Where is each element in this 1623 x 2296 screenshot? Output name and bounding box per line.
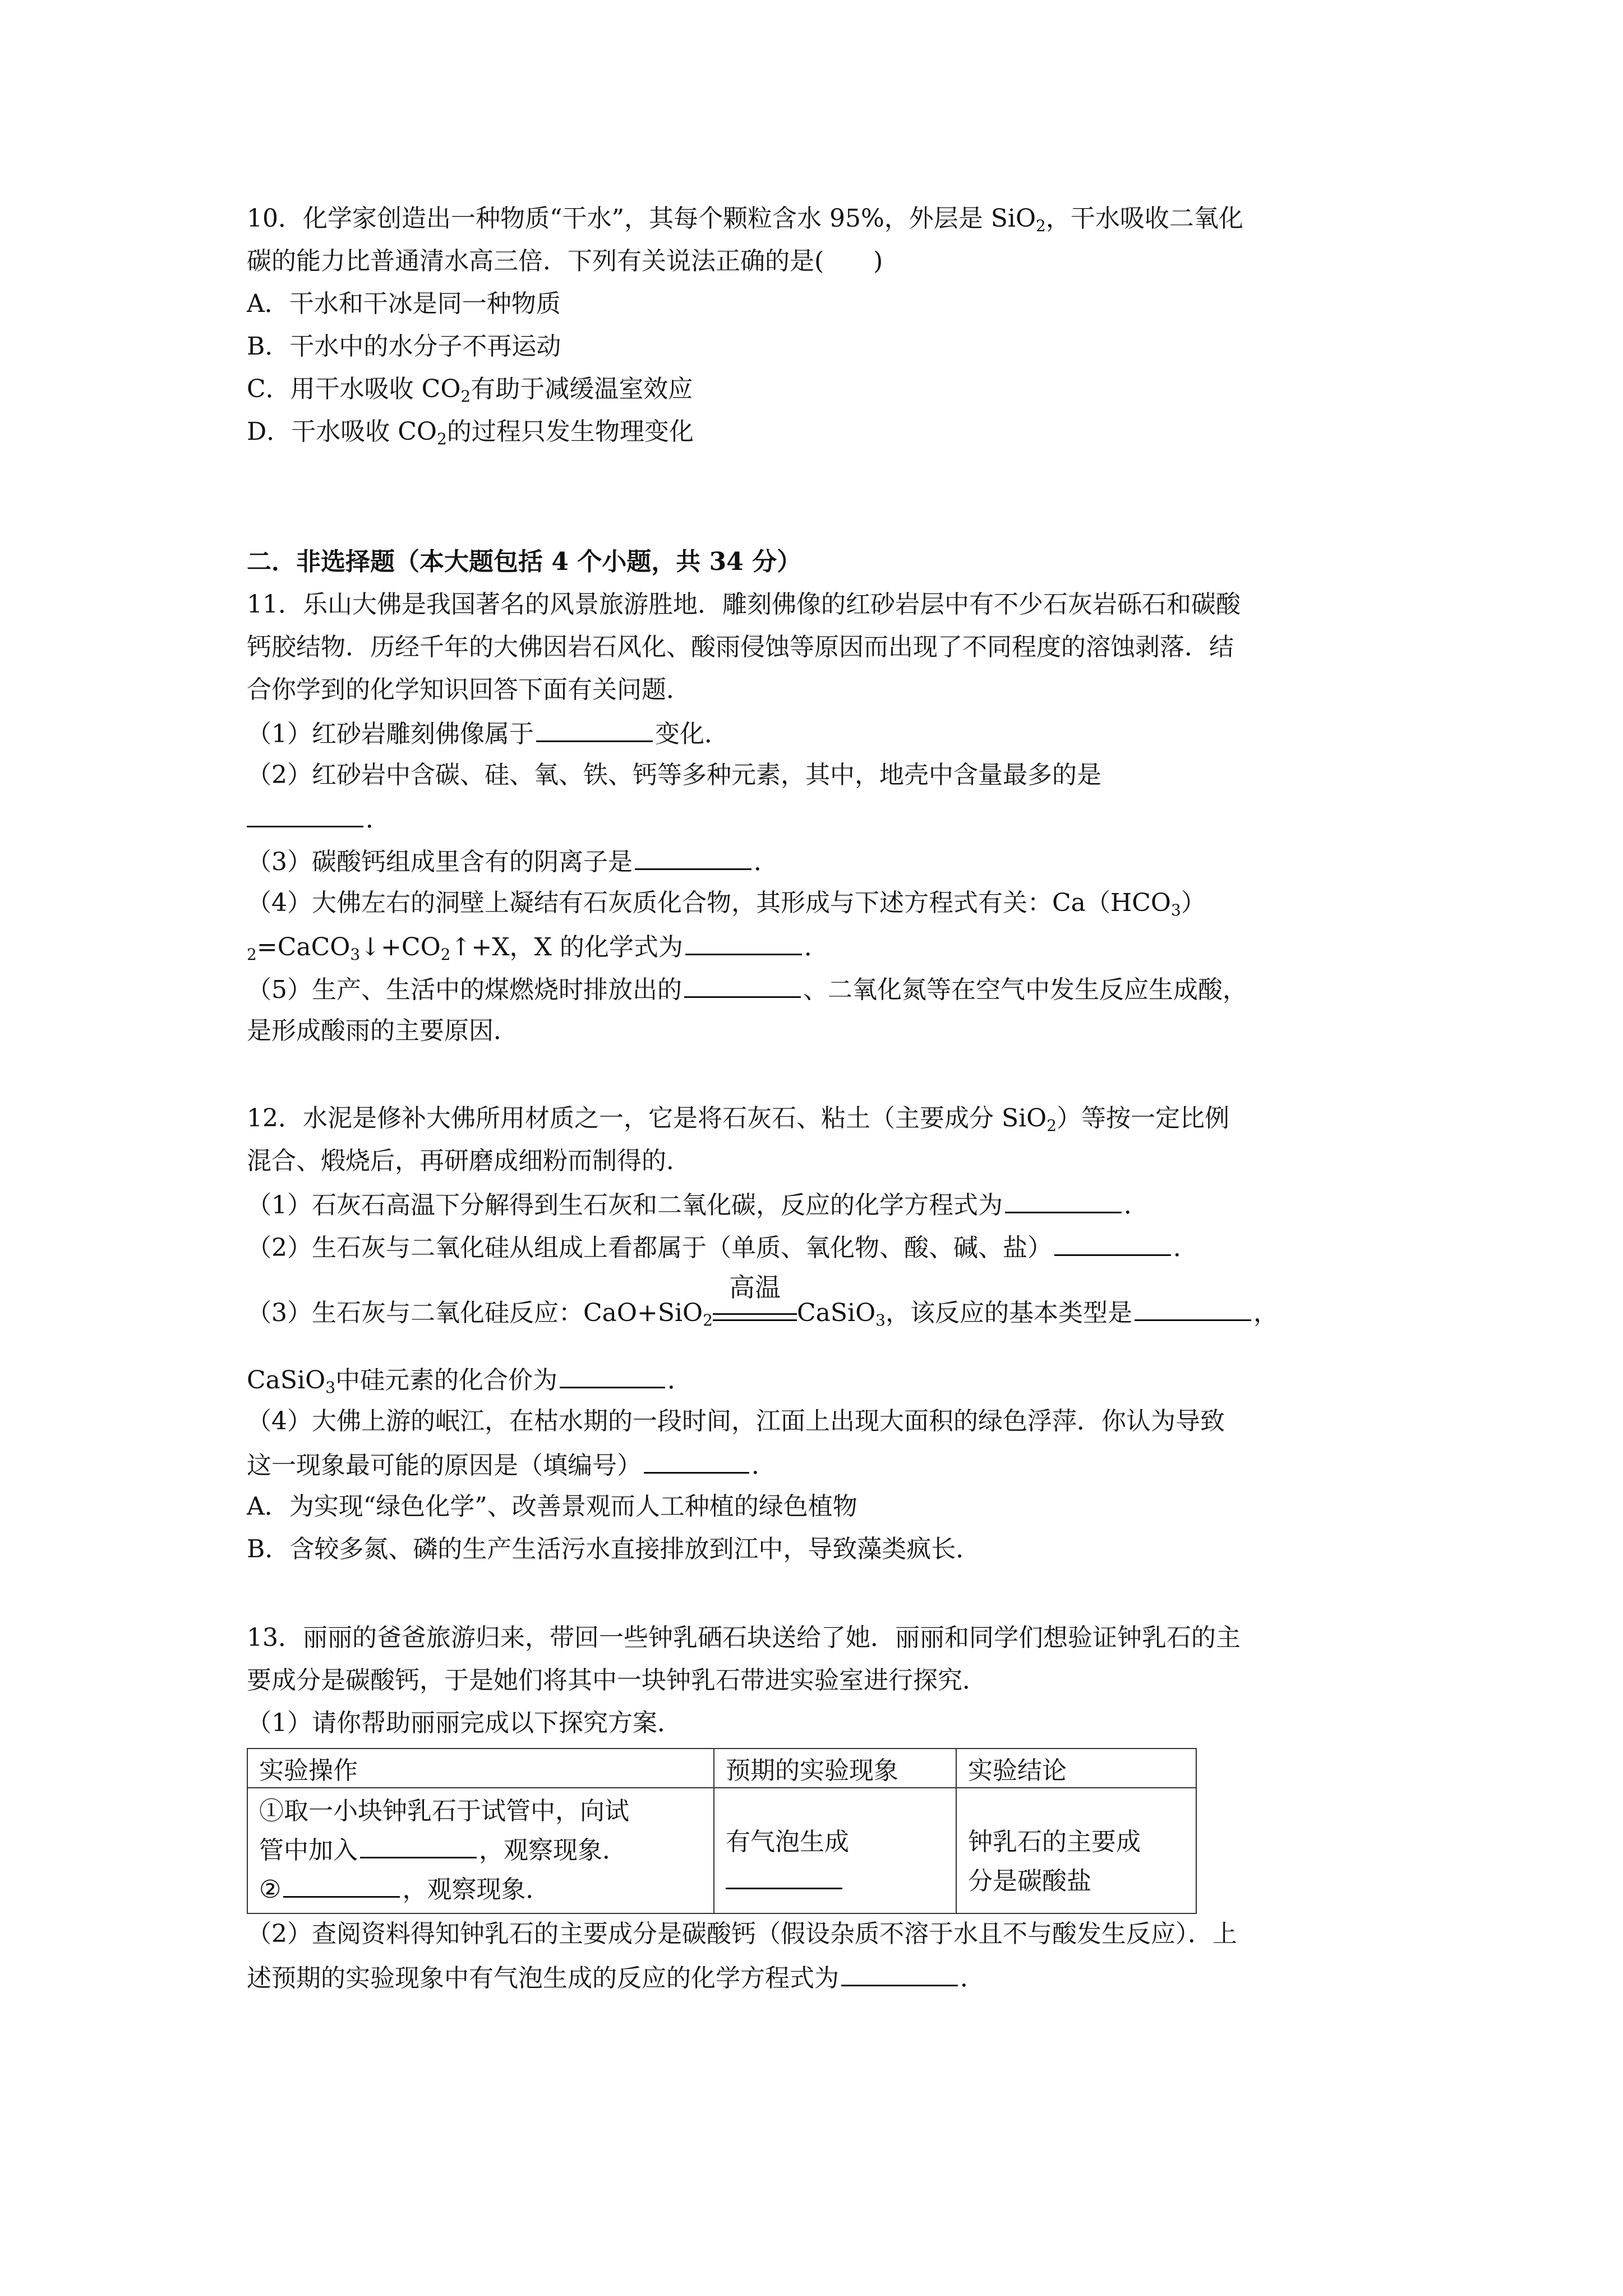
experiment-table <box>247 1748 1197 1914</box>
high-temperature-condition <box>713 1272 797 1321</box>
text: CaSiO <box>247 1366 326 1395</box>
answer-blank[interactable] <box>536 716 653 742</box>
phenomenon-blank-line <box>726 1862 944 1901</box>
text: ，该反应的基本类型是 <box>885 1299 1132 1327</box>
text: 12．水泥是修补大佛所用材质之一，它是将石灰石、粘土（主要成分 SiO <box>247 1104 1047 1133</box>
q11-part-2-line-1: （2）红砂岩中含碳、硅、氧、铁、钙等多种元素，其中，地壳中含量最多的是 <box>247 761 1101 789</box>
q11-stem-line-3: 合你学到的化学知识回答下面有关问题． <box>247 675 691 704</box>
subscript: 2 <box>440 945 451 964</box>
text: （3）生石灰与二氧化硅反应：CaO+SiO <box>247 1299 703 1327</box>
subscript: 2 <box>703 1311 713 1329</box>
q10-stem-line-2: 碳的能力比普通清水高三倍．下列有关说法正确的是( ) <box>247 247 883 275</box>
text: D．干水吸收 CO <box>247 417 437 446</box>
cell-conclusion <box>956 1788 1196 1913</box>
text: 、二氧化氮等在空气中发生反应生成酸， <box>803 976 1247 1004</box>
text: 有助于减缓温室效应 <box>471 375 693 403</box>
header-phenomenon: 预期的实验现象 <box>714 1749 956 1788</box>
q12-option-a: A．为实现“绿色化学”、改善景观而人工种植的绿色植物 <box>247 1492 857 1521</box>
q11-part-4-line-2 <box>247 929 829 964</box>
text: ，观察现象． <box>402 1875 551 1904</box>
text: ，观察现象． <box>479 1836 627 1865</box>
subscript: 3 <box>325 1378 336 1397</box>
answer-blank[interactable] <box>1135 1295 1251 1321</box>
text: 变化． <box>655 720 729 748</box>
conclusion-line-2: 分是碳酸盐 <box>968 1867 1091 1895</box>
text: 述预期的实验现象中有气泡生成的反应的化学方程式为 <box>247 1964 839 1993</box>
q11-part-3 <box>247 844 778 879</box>
text: （1）红砂岩雕刻佛像属于 <box>247 720 534 748</box>
operation-line-2 <box>259 1831 702 1870</box>
text: ． <box>1124 1191 1149 1220</box>
text: 的过程只发生物理变化 <box>446 417 694 446</box>
text: =CaCO <box>256 933 351 961</box>
q11-part-2-line-2 <box>247 801 390 836</box>
text: ↓+CO <box>360 933 441 961</box>
answer-blank[interactable] <box>635 844 751 870</box>
q13-stem-line-2: 要成分是碳酸钙，于是她们将其中一块钟乳石带进实验室进行探究． <box>247 1666 987 1695</box>
q13-part-2-line-1: （2）查阅资料得知钟乳石的主要成分是碳酸钙（假设杂质不溶于水且不与酸发生反应）．上 <box>247 1920 1237 1948</box>
q12-part-4-line-1: （4）大佛上游的岷江，在枯水期的一段时间，江面上出现大面积的绿色浮萍．你认为导致 <box>247 1407 1225 1435</box>
text: 10．化学家创造出一种物质“干水”，其每个颗粒含水 95%，外层是 SiO <box>247 204 1036 233</box>
q13-part-1: （1）请你帮助丽丽完成以下探究方案． <box>247 1709 682 1737</box>
text: ② <box>259 1875 282 1904</box>
q12-part-1 <box>247 1187 1149 1222</box>
answer-blank[interactable] <box>1054 1230 1171 1256</box>
q12-option-b: B．含较多氮、磷的生产生活污水直接排放到江中，导致藻类疯长． <box>247 1535 981 1563</box>
subscript: 2 <box>1036 217 1046 235</box>
subscript: 2 <box>247 945 257 964</box>
q11-stem-line-1: 11．乐山大佛是我国著名的风景旅游胜地．雕刻佛像的红砂岩层中有不少石灰岩砾石和碳酸 <box>247 590 1241 619</box>
answer-blank[interactable] <box>841 1960 958 1986</box>
text: ． <box>366 805 390 834</box>
phenomenon-line-1: 有气泡生成 <box>726 1828 849 1856</box>
double-equals-sign <box>713 1313 797 1321</box>
text: （1）石灰石高温下分解得到生石灰和二氧化碳，反应的化学方程式为 <box>247 1191 1003 1220</box>
text: ． <box>960 1964 985 1993</box>
q10-option-a: A．干水和干冰是同一种物质 <box>247 289 561 318</box>
text: ， <box>1253 1299 1278 1327</box>
condition-label: 高温 <box>728 1272 781 1303</box>
subscript: 3 <box>1171 901 1181 919</box>
cell-operation <box>247 1788 714 1913</box>
text: （2）生石灰与二氧化硅从组成上看都属于（单质、氧化物、酸、碱、盐） <box>247 1234 1052 1262</box>
q10-option-c <box>247 372 693 406</box>
q10-option-d <box>247 415 694 449</box>
subscript: 3 <box>350 945 361 964</box>
text: 管中加入 <box>259 1836 358 1865</box>
table-header-row <box>247 1749 1196 1788</box>
text: （5）生产、生活中的煤燃烧时排放出的 <box>247 976 682 1004</box>
answer-blank[interactable] <box>726 1863 842 1889</box>
text: ． <box>804 933 829 961</box>
text: ． <box>667 1366 693 1395</box>
subscript: 2 <box>460 387 471 406</box>
text: 这一现象最可能的原因是（填编号） <box>247 1451 642 1480</box>
q10-stem-line-1 <box>247 202 1243 236</box>
q12-part-3-line-2 <box>247 1362 692 1397</box>
q12-stem-line-2: 混合、煅烧后，再研磨成细粉而制得的． <box>247 1147 691 1175</box>
q12-part-3-line-1 <box>247 1272 1278 1330</box>
table-row <box>247 1788 1196 1913</box>
text: CaSiO <box>796 1299 876 1327</box>
text: C．用干水吸收 CO <box>247 375 461 403</box>
subscript: 2 <box>437 430 447 448</box>
answer-blank[interactable] <box>1005 1187 1122 1213</box>
answer-blank[interactable] <box>684 972 801 998</box>
q11-part-4-line-1 <box>247 886 1206 920</box>
header-operation: 实验操作 <box>247 1749 714 1788</box>
text: ． <box>1173 1234 1198 1262</box>
text: ，干水吸收二氧化 <box>1045 204 1243 233</box>
text: ． <box>751 1451 776 1480</box>
answer-blank[interactable] <box>685 929 802 955</box>
operation-line-3 <box>259 1870 702 1910</box>
answer-blank[interactable] <box>247 801 363 827</box>
q12-stem-line-1 <box>247 1102 1229 1135</box>
conclusion-line-1: 钟乳石的主要成 <box>968 1828 1141 1856</box>
text: 中硅元素的化合价为 <box>335 1366 558 1395</box>
q12-part-2 <box>247 1230 1198 1265</box>
q13-stem-line-1: 13．丽丽的爸爸旅游归来，带回一些钟乳硒石块送给了她．丽丽和同学们想验证钟乳石的主 <box>247 1623 1241 1652</box>
q11-part-5-line-2: 是形成酸雨的主要原因． <box>247 1016 518 1045</box>
text: ） <box>1181 889 1206 917</box>
q13-part-2-line-2 <box>247 1960 985 1995</box>
answer-blank[interactable] <box>560 1362 665 1388</box>
text: （3）碳酸钙组成里含有的阴离子是 <box>247 848 633 876</box>
q11-part-1 <box>247 716 729 751</box>
text: ）等按一定比例 <box>1057 1104 1230 1133</box>
cell-phenomenon <box>714 1788 956 1913</box>
q11-stem-line-2: 钙胶结物．历经千年的大佛因岩石风化、酸雨侵蚀等原因而出现了不同程度的溶蚀剥落．结 <box>247 633 1234 661</box>
answer-blank[interactable] <box>283 1871 400 1898</box>
q11-part-5-line-1 <box>247 972 1247 1007</box>
text: ． <box>754 848 778 876</box>
subscript: 3 <box>875 1311 886 1329</box>
header-conclusion: 实验结论 <box>956 1749 1196 1788</box>
q12-part-4-line-2 <box>247 1447 776 1483</box>
subscript: 2 <box>1046 1116 1057 1135</box>
text: ↑+X，X 的化学式为 <box>450 933 683 961</box>
q10-option-b: B．干水中的水分子不再运动 <box>247 332 561 361</box>
text: （4）大佛左右的洞壁上凝结有石灰质化合物，其形成与下述方程式有关：Ca（HCO <box>247 889 1171 917</box>
answer-blank[interactable] <box>360 1832 477 1858</box>
answer-blank[interactable] <box>644 1447 749 1474</box>
operation-line-1: ①取一小块钟乳石于试管中，向试 <box>259 1797 629 1825</box>
section-2-title: 二．非选择题（本大题包括 4 个小题，共 34 分） <box>247 547 802 576</box>
